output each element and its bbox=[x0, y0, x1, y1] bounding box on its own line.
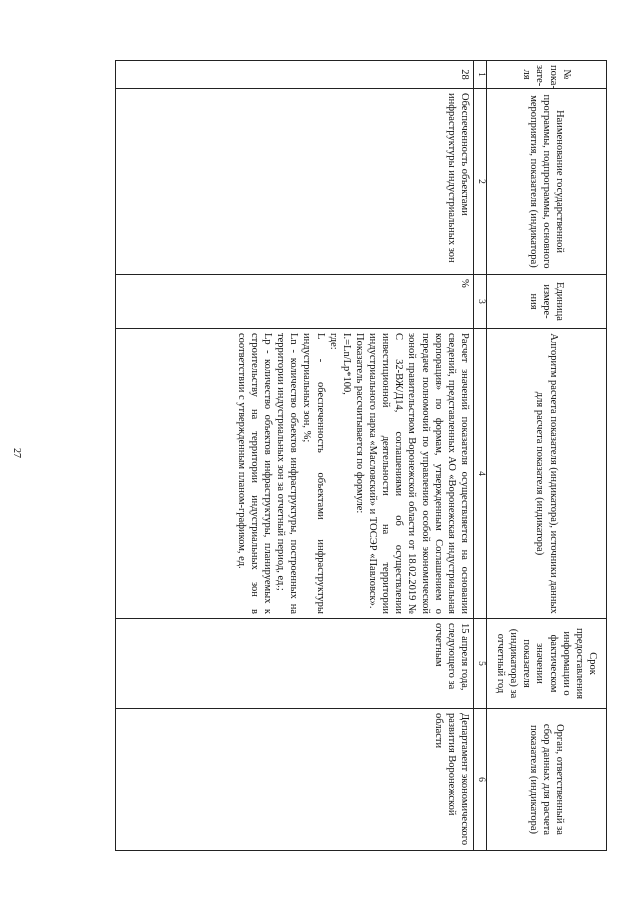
column-number: 5 bbox=[474, 619, 487, 709]
column-number-row bbox=[474, 61, 487, 851]
indicator-table bbox=[115, 60, 607, 851]
responsible-body: Департамент экономического развития Воронежской области bbox=[116, 709, 474, 851]
algorithm-definition: L - обеспеченность объектами инфраструктуры индустриальных зон, %; bbox=[301, 333, 326, 614]
header-indicator-number: № пока-зате-ля bbox=[487, 61, 607, 89]
header-unit: Единица измере-ния bbox=[487, 275, 607, 329]
column-number: 3 bbox=[474, 275, 487, 329]
reporting-deadline: 15 апреля года, следующего за отчетным bbox=[116, 619, 474, 709]
algorithm-formula: I.=Ln/Lp*100, bbox=[340, 333, 352, 395]
column-number: 1 bbox=[474, 61, 487, 89]
header-algorithm: Алгоритм расчета показателя (индикатора), источники данных для расчета показателя (индикатора) bbox=[487, 329, 607, 619]
header-deadline: Срок предоставления информации о фактическом значении показателя (индикатора) за отчетный год bbox=[487, 619, 607, 709]
header-responsible-body: Орган, ответственный за сбор данных для расчета показателя (индикатора) bbox=[487, 709, 607, 851]
algorithm-paragraph: Показатель рассчитывается по формуле: bbox=[354, 333, 365, 514]
algorithm-paragraph: где: bbox=[327, 333, 339, 350]
column-number: 2 bbox=[474, 89, 487, 275]
header-indicator-name: Наименование государственной программы, подпрограммы, основного мероприятия, показателя (индикатора) bbox=[487, 89, 607, 275]
indicator-unit: % bbox=[116, 275, 474, 329]
rotated-table-container bbox=[115, 60, 607, 850]
indicator-number: 28 bbox=[116, 61, 474, 89]
column-number: 6 bbox=[474, 709, 487, 851]
header-row bbox=[487, 61, 607, 851]
indicator-name: Обеспеченность объектами инфраструктуры индустриальных зон bbox=[116, 89, 474, 275]
column-number: 4 bbox=[474, 329, 487, 619]
algorithm-cell bbox=[116, 329, 474, 619]
algorithm-definition: Lp - количество объектов инфраструктуры, планируемых к строительству на территории индустриальных зон в соответствии с утвержденным планом-графиком, ед. bbox=[235, 333, 274, 614]
page-number: 27 bbox=[11, 448, 22, 458]
algorithm-paragraph: Расчет значений показателя осуществляется на основании сведений, представленных АО «Воронежская индустриальная корпорация» по формам, утвержденным Соглашением о передаче полномочий по управлению особой экономической зоной правительством Воронежской области от 18.02.2019 № С 32-ВЖ/Д14, соглашениями об осуществлении инвестиционной деятельности на территории индустриального парка «Масловский» и ТОСЭР «Павловск». bbox=[367, 333, 470, 614]
table-row bbox=[116, 61, 474, 851]
algorithm-definition: Ln - количество объектов инфраструктуры, построенных на территории индустриальных зон за отчетный период, ед.; bbox=[275, 333, 300, 614]
